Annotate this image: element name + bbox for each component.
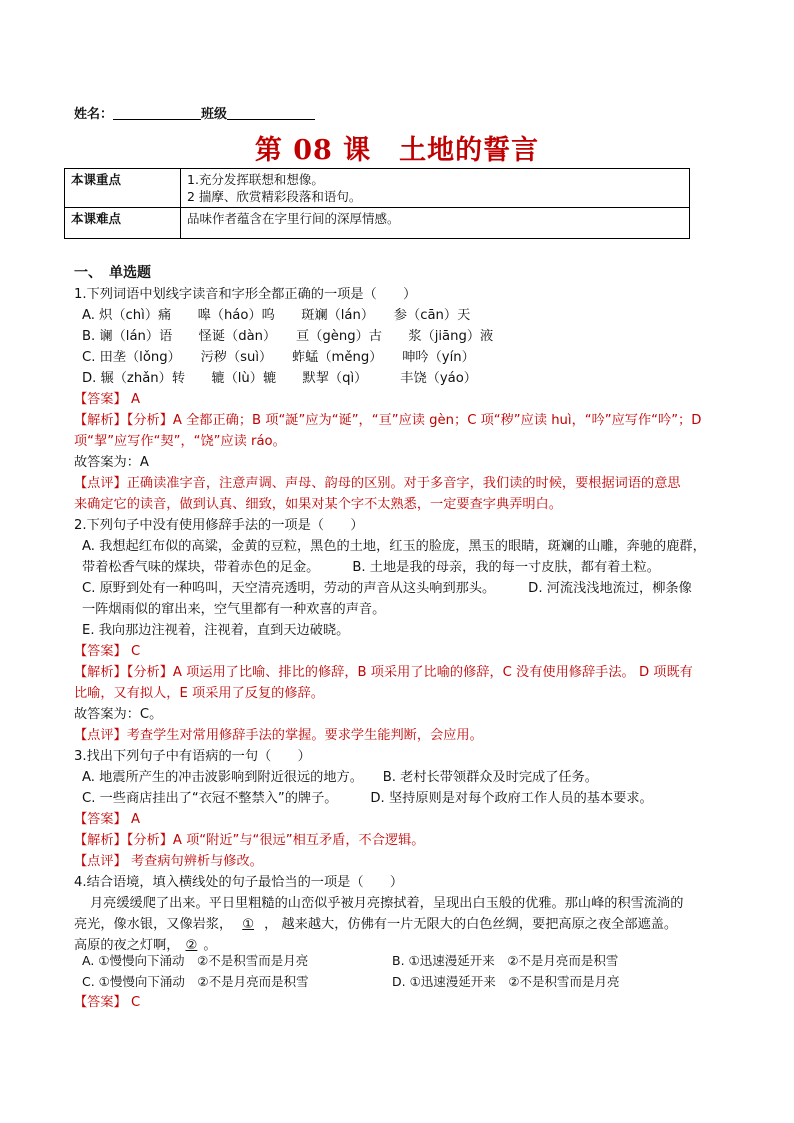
q1-comment-1: 【点评】正确读准字音，注意声调、声母、韵母的区别。对于多音字，我们读的时候，要根据词语的意思	[74, 476, 681, 491]
q4-passage-2	[74, 915, 677, 935]
answer-tag: 【答案】	[74, 812, 127, 827]
q1-analysis-1: 【解析】【分析】A 全都正确；B 项“誕”应为“诞”，“亘”应读 gèn；C 项“秽”应读 huì，“吟”应写作“吟”；D	[74, 413, 702, 428]
q3-analysis: 【解析】【分析】A 项“附近”与“很远”相互矛盾，不合逻辑。	[74, 833, 425, 848]
q4-option-b[interactable]: B. ①迅速漫延开来 ②不是月亮而是积雪	[392, 953, 619, 968]
student-info-line	[74, 103, 315, 122]
passage-text: 亮光，像水银，又像岩浆，	[74, 917, 233, 932]
q4-option-d[interactable]: D. ①迅速漫延开来 ②不是积雪而是月亮	[392, 974, 620, 989]
lesson-focus-table	[64, 168, 690, 239]
q2-option-c-line2[interactable]: 一阵烟雨似的窜出来，空气里都有一种欢喜的声音。	[82, 602, 386, 617]
q2-option-a-line1[interactable]: A. 我想起红布似的高粱，金黄的豆粒，黑色的土地，红玉的脸庞，黑玉的眼睛，斑斓的山雕，奔驰的鹿群，	[82, 539, 706, 554]
q2-option-c-line1[interactable]: C. 原野到处有一种呜叫，天空清亮透明，劳动的声音从这头响到那头。 D. 河流浅浅地流过，柳条像	[82, 581, 692, 596]
q3-options-cd[interactable]: C. 一些商店挂出了“衣冠不整禁入”的牌子。 D. 坚持原则是对每个政府工作人员的基本要求。	[82, 791, 653, 806]
q3-comment: 【点评】 考查病句辨析与修改。	[74, 854, 263, 869]
q3-stem: 3.找出下列句子中有语病的一句（ ）	[74, 749, 311, 764]
answer-value: C	[130, 644, 141, 659]
q1-stem: 1.下列词语中划线字读音和字形全都正确的一项是（ ）	[74, 287, 417, 302]
section-heading: 一、 单选题	[74, 265, 151, 281]
q4-option-c[interactable]: C. ①慢慢向下涌动 ②不是月亮而是积雪	[82, 974, 309, 989]
name-blank[interactable]	[113, 106, 201, 120]
key-point-1: 1.充分发挥联想和想像。	[187, 172, 324, 187]
q2-option-e[interactable]: E. 我向那边注视着，注视着，直到天边破晓。	[82, 623, 350, 638]
q4-passage-1: 月亮缓缓爬了出来。平日里粗糙的山峦似乎被月亮擦拭着，呈现出白玉般的优雅。那山峰的积雪流淌的	[90, 896, 684, 911]
passage-text: 。	[203, 938, 217, 953]
class-label: 班级	[201, 107, 228, 122]
q1-option-c[interactable]: C. 田垄（lǒng） 污秽（suì） 蚱蜢（měng） 呻吟（yín）	[82, 350, 475, 365]
difficulty-heading: 本课难点	[65, 208, 181, 239]
q1-option-a[interactable]: A. 炽（chì）痛 嗥（háo）呜 斑斓（lán） 参（cān）天	[82, 308, 471, 323]
passage-text: ， 越来越大，仿佛有一片无限大的白色丝绸，要把高原之夜全部遮盖。	[264, 917, 678, 932]
q3-answer	[74, 810, 140, 830]
lesson-title: 第 08 课 土地的誓言	[254, 135, 540, 166]
blank-2[interactable]: ②	[185, 938, 198, 953]
class-blank[interactable]	[227, 106, 315, 120]
q2-option-a-line2[interactable]: 带着松香气味的煤块，带着赤色的足金。 B. 土地是我的母亲，我的每一寸皮肤，都有着土粒。	[82, 560, 660, 575]
q4-option-a[interactable]: A. ①慢慢向下涌动 ②不是积雪而是月亮	[82, 953, 309, 968]
q4-answer	[74, 993, 140, 1013]
q1-comment-2: 来确定它的读音，做到认真、细致，如果对某个字不太熟悉，一定要查字典弄明白。	[74, 497, 562, 512]
q2-analysis-1: 【解析】【分析】A 项运用了比喻、排比的修辞，B 项采用了比喻的修辞，C 没有使用修辞手法。 D 项既有	[74, 665, 693, 680]
q2-result: 故答案为：C。	[74, 707, 163, 722]
q3-options-ab[interactable]: A. 地震所产生的冲击波影响到附近很远的地方。 B. 老村长带领群众及时完成了任务。	[82, 770, 598, 785]
key-point-heading: 本课重点	[65, 169, 181, 208]
answer-value: C	[130, 995, 141, 1010]
q1-analysis-2: 项“挈”应写作“契”，“饶”应读 ráo。	[74, 434, 286, 449]
passage-text: 高原的夜之灯啊，	[74, 938, 180, 953]
table-row	[65, 169, 690, 208]
answer-tag: 【答案】	[74, 995, 127, 1010]
blank-1[interactable]: ①	[242, 917, 255, 932]
difficulty-content: 品味作者蕴含在字里行间的深厚情感。	[181, 208, 690, 239]
q2-answer	[74, 642, 140, 662]
q1-answer	[74, 390, 140, 410]
q1-option-d[interactable]: D. 辗（zhǎn）转 辘（lù）辘 默挈（qì） 丰饶（yáo）	[82, 371, 477, 386]
answer-tag: 【答案】	[74, 392, 127, 407]
name-label: 姓名：	[74, 107, 114, 122]
answer-value: A	[130, 812, 140, 827]
key-point-content	[181, 169, 690, 208]
answer-tag: 【答案】	[74, 644, 127, 659]
table-row	[65, 208, 690, 239]
q1-option-b[interactable]: B. 谰（lán）语 怪诞（dàn） 亘（gèng）古 浆（jiāng）液	[82, 329, 494, 344]
q2-comment: 【点评】考查学生对常用修辞手法的掌握。要求学生能判断，会应用。	[74, 728, 483, 743]
q2-analysis-2: 比喻，又有拟人，E 项采用了反复的修辞。	[74, 686, 324, 701]
q1-result: 故答案为：A	[74, 455, 149, 470]
q4-stem: 4.结合语境，填入横线处的句子最恰当的一项是（ ）	[74, 875, 404, 890]
key-point-2: 2 揣摩、欣赏精彩段落和语句。	[187, 189, 362, 204]
q2-stem: 2.下列句子中没有使用修辞手法的一项是（ ）	[74, 518, 364, 533]
answer-value: A	[130, 392, 140, 407]
